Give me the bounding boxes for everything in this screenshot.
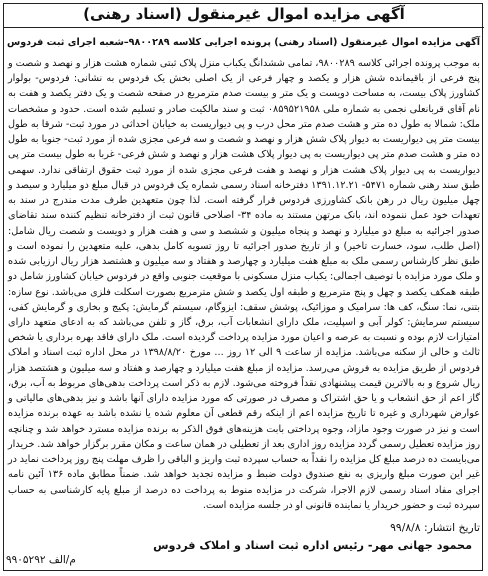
notice-title: آگهی مزایده اموال غیرمنقول (اسناد رهنی) [83, 5, 405, 23]
reference-code: م/الف ۹۹۰۵۲۹۲ [6, 554, 76, 566]
title-divider [4, 27, 484, 28]
publish-date: تاریخ انتشار: ۹۹/۸/۸ [390, 521, 480, 534]
notice-subtitle: آگهی مزایده اموال غیرمنقول (اسناد رهنی) پرونده اجرایی کلاسه ۹۸۰۰۲۸۹–شعبه اجرای ثبت فردوس [6, 37, 480, 48]
notice-body: به موجب پرونده اجرائی کلاسه ۹۸۰۰۲۸۹، تمامی ششدانگ یکباب منزل پلاک ثبتی شماره هشت هزار و نهصد و شصت و پنج فرعی از باقیمانده شش هزار و یکصد و چهار فرعی از یک اصلی بخش یک فردوس به نشانی: فردوس- بولوار کشاورز پلاک بیست، به مساحت دویست و یک متر و بیست صدم مترمربع در صفحه شصت و یک دفتر یکصد و هفت به نام آقای قربانعلی نجمی به شماره ملی ۰۸۵۹۵۲۱۹۵۸ ثبت و سند مالکیت صادر و تسلیم شده است. حدود و مشخصات ملک: شمالا به طول ده متر و هشت صدم متر محل درب و پی دیواریست به خیابان احداثی در مورد ثبت- شرقا به طول بیست متر پی دیواریست به دیوار پلاک شش هزار و نهصد و شصت و سه فرعی مجزی شده از مورد ثبت- جنوبا به طول ده متر و هشت صدم متر پی دیواریست به پی دیوار پلاک هشت هزار و نهصد و شش فرعی- غربا به طول بیست متر پی دیواریست به پی دیوار پلاک هشت هزار و نهصد و هفت فرعی مجزی شده از مورد ثبت حقوق ارتفاقی ندارد. سهمی طبق سند رهنی شماره ۵۴۷۱- ۱۳۹۱.۱۲.۲۱ دفترخانه اسناد رسمی شماره یک فردوس در قبال مبلغ دو میلیارد و سیصد و چهل میلیون ریال در رهن بانک کشاورزی فردوس قرار گرفته است. لذا چون متعهدین طرف مدت مندرج در سند به تعهدات خود عمل ننموده اند، بانک مرتهن مستند به ماده ۳۴- اصلاحی قانون ثبت از دفترخانه تنظیم کننده سند تقاضای صدور اجرائیه به مبلغ دو میلیارد و نهصد و پنجاه میلیون و ششصد و سی و هفت هزار و دویست و شصت ریال شامل: (اصل طلب، سود، خسارت تاخیر) و از تاریخ صدور اجرائیه تا روز تسویه کامل بدهی، علیه متعهدین را نموده است و طبق نظر کارشناس رسمی ملک به مبلغ هفت میلیارد و چهارصد و هفتاد و سه میلیون و هشتصد هزار ریال ارزیابی شده و ملک مورد مزایده با توصیف اجمالی: یکباب منزل مسکونی با موقعیت جنوبی واقع در فردوس خیابان کشاورز شامل دو طبقه همکف یکصد و چهل و پنج مترمربع و طبقه اول یکصد و شش مترمربع بصورت اسکلت فلزی می‌باشد. نوع سازه: بتنی، نما: سنگ، کف ها: سرامیک و موزائیک، پوشش سقف: ایزوگام، سیستم گرمایش: پکیج و بخاری و گرمایش کفی، سیستم سرمایش: کولر آبی و اسپلیت، ملک دارای انشعابات آب، برق، گاز و تلفن می‌باشد که به ادعای متعهد دارای امتیازات لازم بوده و نسبت به عرصه و اعیان مورد مزایده پرداخت گردیده است. ملک دارای فاقد بهره برداری یا شخص ثالث و خالی از سکنه می‌باشد. مزایده از ساعت ۹ الی ۱۲ روز ... مورخ ۱۳۹۸/۸/۲۰ در محل اداره ثبت اسناد و املاک فردوس از طریق مزایده به فروش می‌رسد. مزایده از مبلغ هفت میلیارد و چهارصد و هفتاد و سه میلیون و هشتصد هزار ریال شروع و به بالاترین قیمت پیشنهادی نقداً فروخته می‌شود. لازم به ذکر است پرداخت بدهی‌های مربوط به آب، برق، گاز اعم از حق انشعاب و یا حق اشتراک و مصرف در صورتی که مورد مزایده دارای آنها باشد و نیز بدهی‌های مالیاتی و عوارض شهرداری و غیره تا تاریخ مزایده اعم از اینکه رقم قطعی آن معلوم شده یا نشده باشد به عهده برنده مزایده است و نیز در صورت وجود مازاد، وجوه پرداختی بابت هزینه‌های فوق الذکر به برنده مزایده مسترد خواهد شد و چنانچه روز مزایده تعطیل رسمی گردد مزایده روز اداری بعد از تعطیلی در همان ساعت و مکان مقرر برگزار خواهد شد. خریدار می‌بایست ده درصد مبلغ کل مزایده را نقداً به حساب سپرده ثبت واریز و الباقی را ظرف مهلت پنج روز پرداخت نماید در غیر این صورت مبلغ واریزی به نفع صندوق دولت ضبط و مزایده تجدید خواهد شد. ضمناً مطابق ماده ۱۳۶ آئین نامه اجرای مفاد اسناد رسمی لازم الاجرا، شرکت در مزایده منوط به پرداخت ده درصد از مبلغ پایه کارشناسی به حساب سپرده ثبت و حضور خریدار یا نماینده قانونی او در جلسه مزایده است. [8, 58, 481, 511]
signature: محمود جهانی مهر- رئیس اداره ثبت اسناد و املاک فردوس [153, 539, 472, 552]
